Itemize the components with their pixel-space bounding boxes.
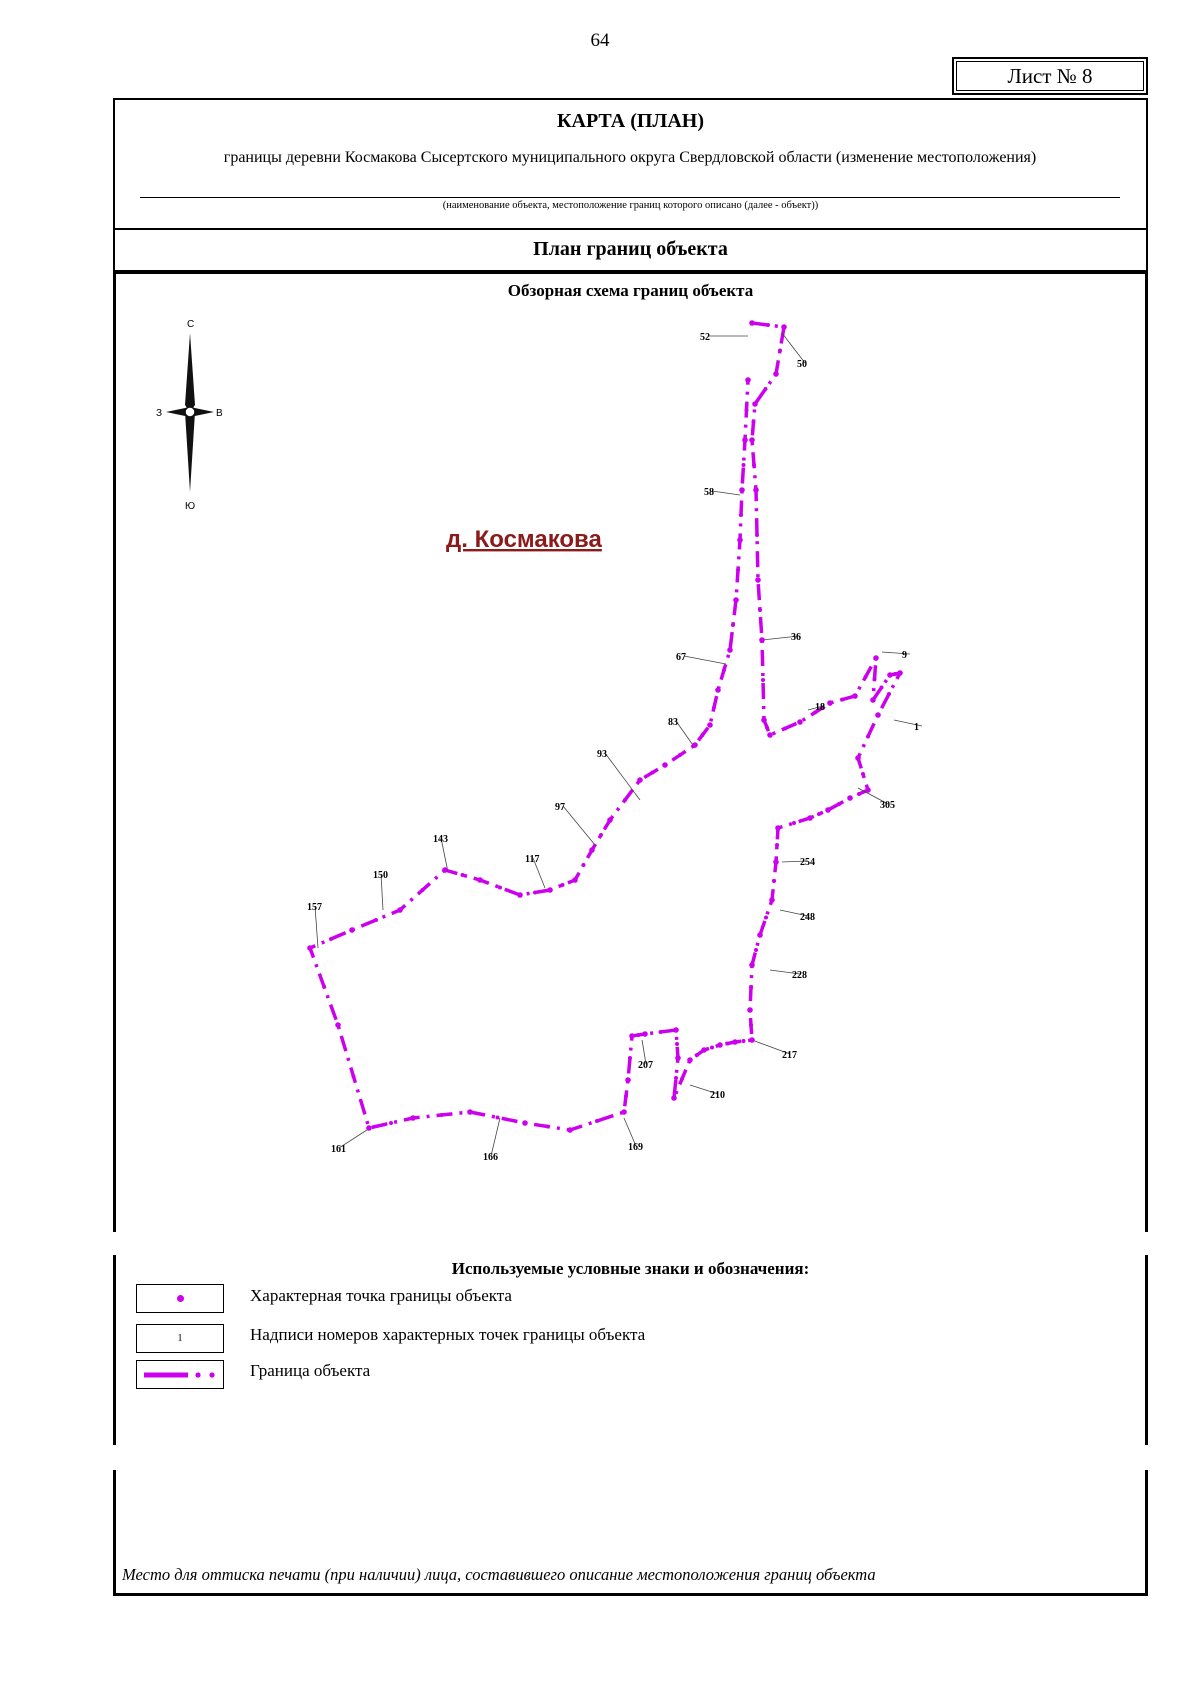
boundary-vertex	[628, 1056, 632, 1060]
boundary-vertex	[887, 672, 893, 678]
boundary-vertex	[736, 568, 740, 572]
boundary-vertex	[701, 733, 705, 737]
boundary-vertex	[673, 1027, 679, 1033]
boundary-vertex	[651, 771, 655, 775]
legend-frame-left	[113, 1255, 116, 1445]
boundary-vertex	[582, 863, 586, 867]
boundary-vertex	[749, 962, 755, 968]
boundary-vertex	[589, 847, 595, 853]
boundary-vertex	[547, 887, 553, 893]
compass-east: В	[216, 408, 223, 419]
point-number-label: 210	[710, 1090, 725, 1101]
boundary-vertex	[742, 463, 746, 467]
page-number: 64	[590, 30, 610, 51]
boundary-vertex	[749, 320, 755, 326]
boundary-vertex	[467, 1109, 473, 1115]
boundary-vertex	[841, 698, 845, 702]
label-leader-line	[684, 656, 726, 664]
stamp-frame-right	[1145, 1470, 1148, 1595]
stamp-frame-bottom	[113, 1593, 1148, 1596]
boundary-vertex	[752, 401, 758, 407]
legend-symbol-point	[136, 1284, 224, 1313]
legend-text-point: Характерная точка границы объекта	[250, 1286, 512, 1305]
boundary-vertex	[752, 463, 756, 467]
boundary-vertex	[749, 1037, 755, 1043]
boundary-vertex	[442, 867, 448, 873]
label-leader-line	[491, 1118, 500, 1156]
boundary-vertex	[778, 349, 782, 353]
boundary-line-icon	[140, 1369, 220, 1381]
boundary-vertex	[642, 1031, 648, 1037]
point-number-label: 143	[433, 834, 448, 845]
legend-symbol-number	[136, 1324, 224, 1353]
boundary-vertex	[717, 1042, 723, 1048]
boundary-vertex	[712, 706, 716, 710]
point-number-label: 58	[704, 487, 714, 498]
boundary-vertex	[745, 408, 749, 412]
boundary-vertex	[727, 647, 733, 653]
boundary-vertex	[772, 879, 776, 883]
point-number-label: 83	[668, 717, 678, 728]
boundary-vertex	[817, 812, 821, 816]
document-subtitle: границы деревни Космакова Сысертского муниципального округа Свердловской области (изменение местоположения)	[223, 149, 1037, 166]
subtitle-note: (наименование объекта, местоположение границ которого описано (далее - объект))	[442, 200, 819, 211]
boundary-vertex	[745, 377, 751, 383]
point-number-label: 67	[676, 652, 686, 663]
boundary-vertex	[775, 843, 779, 847]
boundary-vertex	[775, 825, 781, 831]
boundary-vertex	[335, 1022, 341, 1028]
legend-text-number: Надписи номеров характерных точек границы объекта	[250, 1325, 646, 1344]
boundary-vertex	[421, 888, 425, 892]
point-number-label: 18	[815, 702, 825, 713]
boundary-vertex	[440, 1113, 444, 1117]
compass-rose	[156, 319, 223, 512]
boundary-vertex	[792, 821, 796, 825]
boundary-vertex	[671, 1095, 677, 1101]
place-label: д. Космакова	[446, 526, 602, 553]
legend-frame-right	[1145, 1255, 1148, 1445]
boundary-vertex	[546, 1125, 550, 1129]
point-number-label: 169	[628, 1142, 643, 1153]
boundary-vertex	[637, 1033, 641, 1037]
boundary-vertex	[662, 762, 668, 768]
boundary-vertex	[837, 802, 841, 806]
boundary-vertex	[477, 877, 483, 883]
boundary-vertex	[461, 873, 465, 877]
boundary-vertex	[522, 1120, 528, 1126]
boundary-vertex	[731, 623, 735, 627]
boundary-vertex	[397, 907, 403, 913]
boundary-vertex	[755, 577, 761, 583]
point-number-label: 207	[638, 1060, 653, 1071]
point-number-label: 254	[800, 857, 815, 868]
boundary-vertex	[855, 755, 861, 761]
boundary-vertex	[349, 927, 355, 933]
boundary-vertex	[755, 533, 759, 537]
boundary-vertex	[722, 668, 726, 672]
boundary-vertex	[767, 732, 773, 738]
boundary-vertex	[710, 1046, 714, 1050]
point-number-label: 157	[307, 902, 322, 913]
boundary-vertex	[747, 1007, 753, 1013]
boundary-vertex	[572, 877, 578, 883]
boundary-vertex	[757, 932, 763, 938]
boundary-vertex	[749, 437, 755, 443]
boundary-vertex	[870, 697, 876, 703]
boundary-vertex	[624, 1094, 628, 1098]
stamp-frame-left	[113, 1470, 116, 1595]
boundary-vertex	[732, 1039, 738, 1045]
boundary-vertex	[749, 986, 753, 990]
point-number-label: 36	[791, 632, 801, 643]
boundary-vertex	[625, 1077, 631, 1083]
boundary-vertex	[873, 677, 877, 681]
boundary-vertex	[733, 597, 739, 603]
boundary-vertex	[695, 1053, 699, 1057]
boundary-vertex	[739, 487, 745, 493]
boundary-vertex	[496, 1116, 500, 1120]
boundary-vertex	[715, 687, 721, 693]
boundary-vertex	[629, 1033, 635, 1039]
map-frame-top	[113, 272, 1148, 274]
boundary-vertex	[352, 1075, 356, 1079]
boundary-vertex	[880, 686, 884, 690]
scheme-title: Обзорная схема границ объекта	[507, 281, 754, 300]
boundary-vertex	[675, 1042, 679, 1046]
boundary-vertex	[861, 772, 865, 776]
boundary-vertex	[687, 1057, 693, 1063]
label-leaders	[315, 333, 922, 1156]
boundary-vertex	[701, 1047, 707, 1053]
boundary-vertex	[680, 1077, 684, 1081]
boundary-vertex	[783, 727, 787, 731]
point-number-label: 161	[331, 1144, 346, 1155]
boundary-vertex	[825, 807, 831, 813]
boundary-vertex	[742, 1039, 746, 1043]
boundary-vertex	[765, 726, 769, 730]
boundary-vertex	[739, 513, 743, 517]
point-labels	[307, 332, 919, 1163]
boundary-vertex	[759, 637, 765, 643]
boundary-vertex	[754, 948, 758, 952]
point-number-label: 9	[902, 650, 907, 661]
label-leader-line	[676, 721, 695, 748]
compass-south: Ю	[185, 501, 196, 512]
point-number-label: 248	[800, 912, 815, 923]
point-number-label: 166	[483, 1152, 498, 1163]
point-number-label: 228	[792, 970, 807, 981]
boundary-vertices	[307, 320, 903, 1133]
boundary-vertex	[389, 1121, 393, 1125]
legend-number-sample: 1	[177, 1333, 183, 1344]
boundary-vertex	[374, 918, 378, 922]
boundary-vertex	[366, 1125, 372, 1131]
boundary-vertex	[887, 692, 891, 696]
boundary-vertex	[599, 833, 603, 837]
boundary-vertex	[752, 420, 756, 424]
point-number-label: 217	[782, 1050, 797, 1061]
boundary-vertex	[749, 1023, 753, 1027]
plan-separator	[115, 228, 1146, 230]
boundary-vertex	[517, 892, 523, 898]
boundary-vertex	[753, 487, 759, 493]
boundary-vertex	[623, 798, 627, 802]
boundary-vertex	[852, 693, 858, 699]
boundary-vertex	[769, 897, 775, 903]
boundary-vertex	[847, 795, 853, 801]
boundary-vertex	[637, 777, 643, 783]
point-number-label: 52	[700, 332, 710, 343]
boundary-vertex	[758, 608, 762, 612]
boundary-vertex	[766, 323, 770, 327]
boundary-vertex	[737, 537, 743, 543]
boundary-vertex	[707, 722, 713, 728]
point-number-label: 97	[555, 802, 565, 813]
boundary-vertex	[781, 324, 787, 330]
boundary-vertex	[675, 1055, 681, 1061]
compass-north: С	[187, 319, 195, 330]
boundary-vertex	[607, 817, 613, 823]
boundary-vertex	[621, 1109, 627, 1115]
legend-text-boundary: Граница объекта	[250, 1361, 371, 1380]
boundary-vertex	[897, 670, 903, 676]
point-dot-icon	[177, 1295, 184, 1302]
boundary-map	[113, 300, 1143, 1200]
boundary-vertex	[329, 937, 333, 941]
boundary-line	[310, 323, 900, 1130]
boundary-vertex	[761, 717, 767, 723]
boundary-vertex	[561, 883, 565, 887]
point-number-label: 117	[525, 854, 540, 865]
label-leader-line	[563, 806, 595, 845]
stamp-note: Место для оттиска печати (при наличии) лица, составившего описание местоположения границ объекта	[122, 1565, 876, 1584]
boundary-vertex	[307, 945, 313, 951]
point-number-label: 50	[797, 359, 807, 370]
boundary-vertex	[533, 891, 537, 895]
boundary-vertex	[873, 655, 879, 661]
boundary-vertex	[893, 672, 897, 676]
label-leader-line	[712, 491, 740, 495]
plan-title: План границ объекта	[533, 238, 728, 260]
boundary-vertex	[773, 859, 779, 865]
boundary-vertex	[764, 916, 768, 920]
boundary-vertex	[567, 1127, 573, 1133]
boundary-vertex	[692, 742, 698, 748]
point-number-label: 93	[597, 749, 607, 760]
boundary-vertex	[726, 1042, 730, 1046]
boundary-vertex	[857, 792, 861, 796]
boundary-vertex	[827, 700, 833, 706]
boundary-vertex	[807, 815, 813, 821]
boundary-vertex	[865, 787, 871, 793]
boundary-vertex	[797, 719, 803, 725]
boundary-vertex	[864, 675, 868, 679]
boundary-vertex	[875, 712, 881, 718]
boundary-vertex	[742, 437, 748, 443]
boundary-vertex	[764, 387, 768, 391]
legend-symbol-boundary	[136, 1360, 224, 1389]
boundary-vertex	[322, 985, 326, 989]
compass-west: З	[156, 408, 163, 419]
point-number-label: 305	[880, 800, 895, 811]
boundary-vertex	[773, 371, 779, 377]
boundary-vertex	[595, 1119, 599, 1123]
boundary-vertex	[678, 753, 682, 757]
label-leader-line	[605, 753, 640, 800]
document-title: КАРТА (ПЛАН)	[557, 110, 704, 132]
point-number-label: 1	[914, 722, 919, 733]
map-frame-right	[1145, 272, 1148, 1232]
point-number-label: 150	[373, 870, 388, 881]
boundary-vertex	[410, 1115, 416, 1121]
boundary-vertex	[761, 678, 765, 682]
sheet-number-box: Лист № 8	[952, 57, 1148, 95]
boundary-vertex	[659, 1030, 663, 1034]
boundary-vertex	[674, 1076, 678, 1080]
boundary-vertex	[866, 735, 870, 739]
legend-title: Используемые условные знаки и обозначения:	[451, 1259, 810, 1278]
subtitle-rule	[140, 197, 1120, 198]
boundary-vertex	[498, 886, 502, 890]
